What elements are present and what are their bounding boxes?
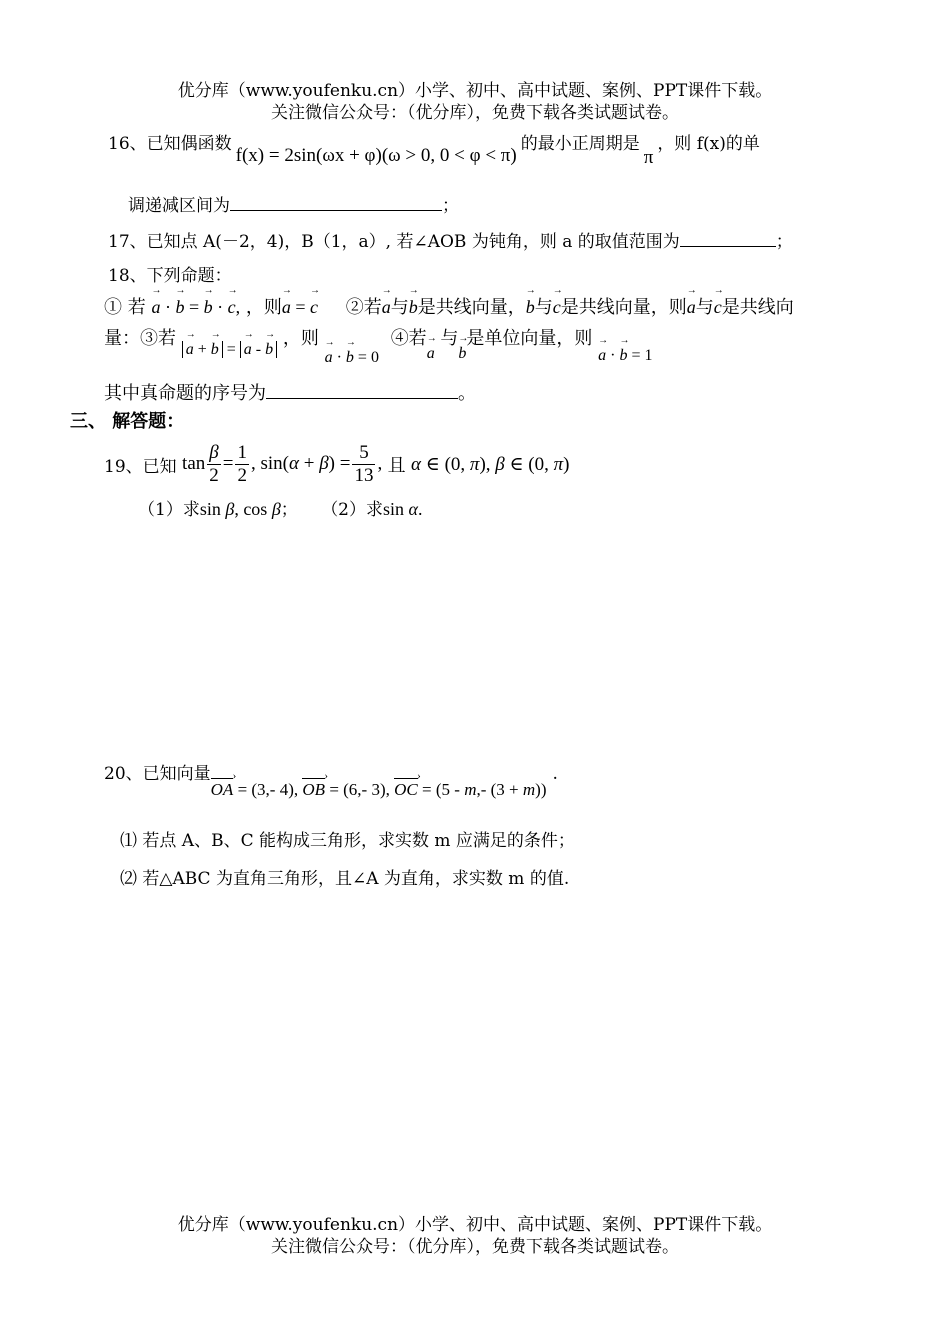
footer-line1: 优分库（www.youfenku.cn）小学、初中、高中试题、案例、PPT课件下载。 xyxy=(177,1215,773,1235)
q20-formula: OA › = (3,- 4), OB › = (6,- 3), OC › = (5 - m,- (3 + m)) xyxy=(211,780,547,799)
q19-formula: tan $\frac{\beta}{2}$ = $\frac{1}{2}$ , sin(α + β) = $\frac{5}{13}$ , xyxy=(182,442,383,486)
q17-answer-blank[interactable] xyxy=(680,229,776,247)
q18-p2-with2: 与 xyxy=(534,297,553,318)
q19-prefix: 19、已知 xyxy=(104,457,177,477)
question-16-line2 xyxy=(128,191,459,216)
q18-result-line xyxy=(104,379,476,405)
q18-vec-b2: → b xyxy=(526,297,535,318)
q18-p1-formula: → a · → b = → b · → c, xyxy=(151,297,240,317)
q18-p2-lead: ②若 xyxy=(345,297,382,318)
q18-p1-then: ，则 xyxy=(245,297,282,318)
q18-p3-formula: → a + → b = → a - → b xyxy=(182,341,277,358)
q16-end: ； xyxy=(442,196,459,216)
q19-cond: 且 xyxy=(387,455,406,477)
q18-p2-with3: 与 xyxy=(695,297,714,318)
q18-answer-blank[interactable] xyxy=(266,381,458,399)
q18-vec-b3: → b xyxy=(458,345,466,363)
q19-sub2: （2）求 xyxy=(321,500,384,520)
footer-line2: 关注微信公众号：（优分库），免费下载各类试题试卷。 xyxy=(271,1237,679,1257)
q19-subs xyxy=(138,495,422,520)
q18-p4-result: → a · → b = 1 xyxy=(598,347,652,364)
q18-vec-a: → a xyxy=(382,297,391,318)
q18-p3-result: → a · → b = 0 xyxy=(325,349,379,366)
q18-line1 xyxy=(104,293,794,319)
question-19 xyxy=(104,442,570,487)
q18-p2-col2: 是共线向量，则 xyxy=(560,297,687,318)
q18-p3-then: ，则 xyxy=(282,328,319,349)
q19-sub1-tail: ； xyxy=(280,500,298,520)
q19-sub1: （1）求 xyxy=(138,500,200,520)
q20-sub1: ⑴ 若点 A、B、C 能构成三角形，求实数 m 应满足的条件； xyxy=(120,831,575,851)
q19-sub1-math: sin β, cos β xyxy=(199,499,281,519)
q18-title: 18、下列命题： xyxy=(108,266,232,286)
q18-p2-end: 是共线向 xyxy=(721,297,794,318)
q18-p4-lead: ④若 xyxy=(390,328,427,349)
q18-line2 xyxy=(104,324,653,366)
q18-result-end: 。 xyxy=(458,383,476,404)
question-17 xyxy=(108,227,793,252)
q18-p1-lead: ① 若 xyxy=(104,297,146,318)
q16-prefix: 16、已知偶函数 xyxy=(108,134,232,154)
q19-range: α ∈ (0, π), β ∈ (0, π) xyxy=(411,454,570,475)
q19-sub2-math: sin α. xyxy=(383,499,423,519)
q20-sub2: ⑵ 若△ABC 为直角三角形，且∠A 为直角，求实数 m 的值. xyxy=(120,869,570,889)
q20-prefix: 20、已知向量 xyxy=(104,764,211,784)
q18-vec-c: → c xyxy=(553,297,561,318)
q16-line2: 调递减区间为 xyxy=(128,196,230,216)
q16-suffix: ，则 f(x)的单 xyxy=(657,134,760,154)
q17-text: 17、已知点 A(－2，4)，B（1，a）, 若∠AOB 为钝角，则 a 的取值范围为 xyxy=(108,232,680,252)
q16-pi: π xyxy=(643,147,654,168)
q17-end: ； xyxy=(775,232,793,252)
q18-p4-with: 与 xyxy=(440,328,459,349)
q18-vec-a3: → a xyxy=(427,345,435,363)
question-20: 20、已知向量OA › = (3,- 4), OB › = (6,- 3), OC › = (5 - m,- (3 + m)). xyxy=(104,759,558,784)
q16-answer-blank[interactable] xyxy=(230,193,442,211)
q18-p4-unit: 是单位向量，则 xyxy=(466,328,593,349)
question-16 xyxy=(108,129,760,168)
q18-p1-result: → a = → c xyxy=(282,297,318,317)
q18-p2-with: 与 xyxy=(390,297,409,318)
q18-vec-a2: → a xyxy=(687,297,696,318)
q18-p2-col: 是共线向量， xyxy=(417,297,526,318)
q18-vec-c2: → c xyxy=(714,297,722,318)
q18-vec-b: → b xyxy=(409,297,418,318)
q18-result-prefix: 其中真命题的序号为 xyxy=(104,383,266,404)
section-3-title: 三、 解答题： xyxy=(70,411,185,432)
q16-mid: 的最小正周期是 xyxy=(520,134,640,154)
q16-formula: f(x) = 2sin(ωx + φ)(ω > 0, 0 < φ < π) xyxy=(235,145,517,166)
q18-line2-lead: 量：③若 xyxy=(104,328,176,349)
header-line1: 优分库（www.youfenku.cn）小学、初中、高中试题、案例、PPT课件下载。 xyxy=(177,81,773,101)
header-line2: 关注微信公众号：（优分库），免费下载各类试题试卷。 xyxy=(271,103,679,123)
